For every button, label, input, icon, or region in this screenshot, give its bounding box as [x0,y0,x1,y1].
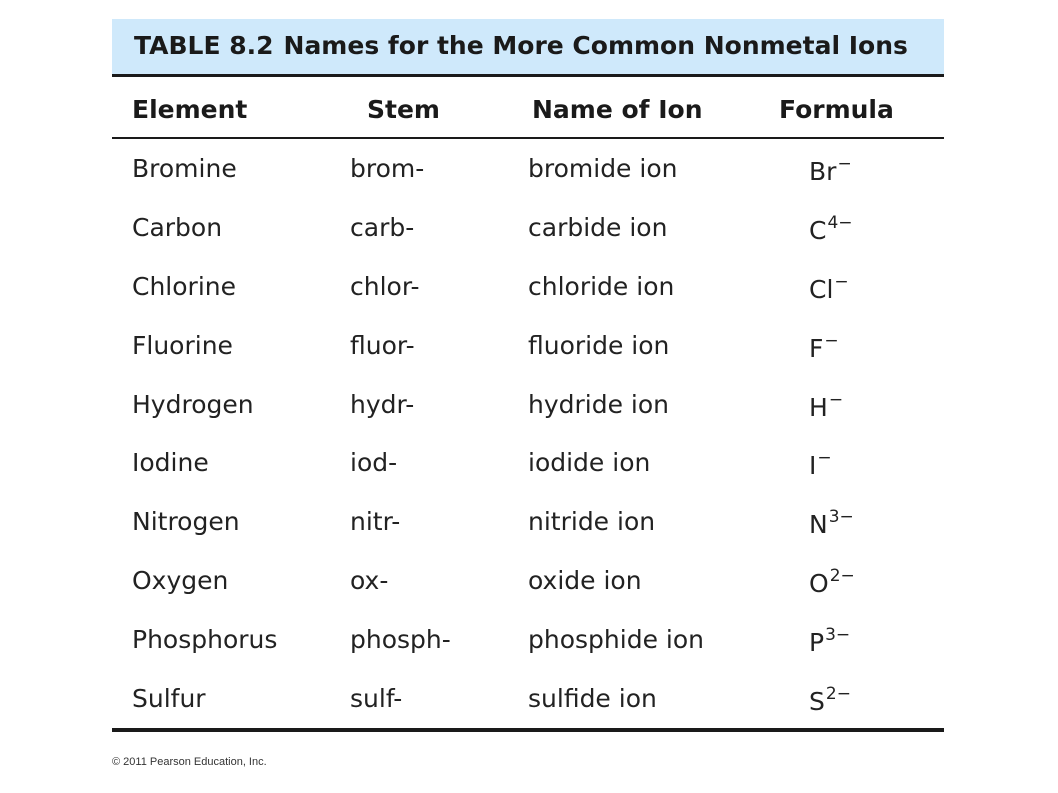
table-title-band [112,19,944,77]
table-row [112,382,944,441]
cell-name-of-ion: fluoride ion [528,330,670,360]
cell-element: Iodine [132,448,209,478]
ion-symbol: P [809,628,825,658]
cell-formula [809,625,850,657]
ion-symbol: F [809,333,824,363]
ion-charge: 2− [825,684,851,705]
ion-charge: − [837,154,852,174]
table-row [112,205,944,264]
cell-element: Phosphorus [132,625,278,655]
table-title [134,31,908,60]
cell-formula [809,154,852,186]
header-name-of-ion: Name of Ion [532,95,703,124]
ion-symbol: Br [809,157,837,186]
cell-stem: ox- [350,566,389,596]
table-row [112,558,944,617]
cell-formula [809,507,854,539]
cell-name-of-ion: phosphide ion [528,625,704,655]
table-row [112,499,944,558]
table-body [112,146,944,735]
cell-stem: hydr- [350,389,415,419]
ion-symbol: S [809,687,825,717]
table-bottom-rule [112,728,944,732]
cell-stem: brom- [350,154,425,183]
cell-stem: iod- [350,448,398,478]
table-row [112,617,944,676]
cell-element: Carbon [132,212,223,242]
ion-symbol: Cl [809,274,834,304]
table-row [112,323,944,382]
cell-formula [809,448,832,480]
cell-stem: carb- [350,212,415,242]
ion-charge: 3− [825,625,851,646]
ion-charge: − [824,330,839,351]
cell-name-of-ion: oxide ion [528,566,642,596]
cell-element: Fluorine [132,330,233,360]
cell-name-of-ion: carbide ion [528,212,668,242]
table-header-row [112,93,944,139]
cell-element: Chlorine [132,271,236,301]
header-element: Element [132,95,248,124]
cell-formula [809,213,853,245]
ion-symbol: C [809,215,827,245]
ion-symbol: H [809,392,828,422]
ion-charge: − [817,448,832,469]
ion-charge: − [828,389,844,410]
cell-stem: fluor- [350,330,415,360]
cell-element: Sulfur [132,684,206,714]
cell-stem: nitr- [350,507,401,537]
table-title-text: Names for the More Common Nonmetal Ions [283,31,908,60]
cell-formula [809,272,849,304]
cell-element: Nitrogen [132,507,240,537]
cell-stem: sulf- [350,684,403,714]
cell-formula [809,566,855,598]
ion-charge: 4− [827,212,853,233]
table-row [112,264,944,323]
ion-charge: − [834,271,849,292]
cell-stem: phosph- [350,625,451,655]
cell-name-of-ion: bromide ion [528,154,678,183]
table-row [112,676,944,735]
cell-stem: chlor- [350,271,420,301]
copyright-notice: © 2011 Pearson Education, Inc. [112,756,267,768]
cell-element: Hydrogen [132,389,254,419]
ion-symbol: I [809,451,817,481]
table-row [112,440,944,499]
cell-name-of-ion: hydride ion [528,389,670,419]
cell-element: Oxygen [132,566,229,596]
cell-name-of-ion: sulfide ion [528,684,657,714]
table-row [112,146,944,205]
ion-charge: 2− [829,566,855,587]
ion-symbol: O [809,569,829,599]
cell-name-of-ion: iodide ion [528,448,651,478]
header-formula: Formula [779,95,894,124]
cell-formula [809,331,839,363]
ion-charge: 3− [828,507,854,528]
cell-name-of-ion: chloride ion [528,271,675,301]
table-label: TABLE 8.2 [134,31,274,60]
ion-symbol: N [809,510,828,540]
header-stem: Stem [367,95,440,124]
cell-formula [809,390,843,422]
cell-formula [809,684,851,716]
cell-element: Bromine [132,154,237,183]
cell-name-of-ion: nitride ion [528,507,656,537]
